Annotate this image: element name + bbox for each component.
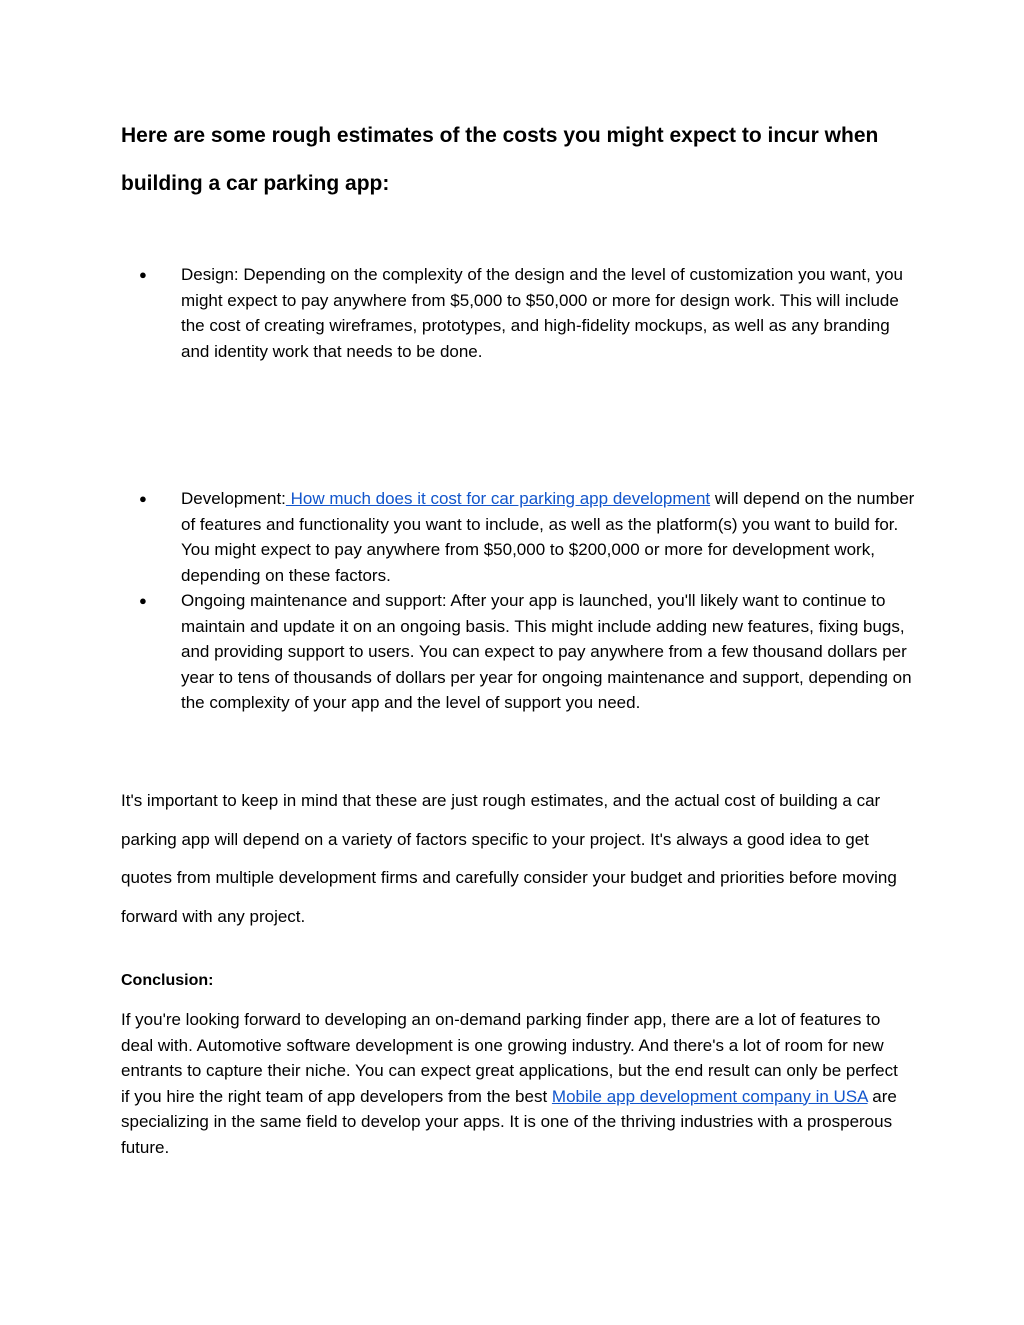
conclusion-paragraph — [121, 1007, 911, 1160]
car-parking-cost-link[interactable]: How much does it cost for car parking app development — [285, 489, 711, 508]
conclusion-text-after-link: are specializing in the same field to develop your apps. It is one of the thriving industries with a prosperous future. — [121, 1086, 897, 1157]
list-item-development — [121, 486, 921, 588]
cost-list-design — [121, 262, 921, 364]
list-item-maintenance — [121, 588, 921, 716]
important-paragraph: It's important to keep in mind that these are just rough estimates, and the actual cost of building a car parking app will depend on a variety of factors specific to your project. It's always a good idea to get quotes from multiple development firms and carefully consider your budget and priorities before moving forward with any project. — [121, 791, 897, 926]
maintenance-text: Ongoing maintenance and support: After your app is launched, you'll likely want to continue to maintain and update it on an ongoing basis. This might include adding new features, fixing bugs, and providing support to users. You can expect to pay anywhere from a few thousand dollars per year to tens of thousands of dollars per year for ongoing maintenance and support, depending on the complexity of your app and the level of support you need. — [181, 591, 912, 712]
mobile-app-company-link[interactable]: Mobile app development company in USA — [551, 1086, 868, 1106]
bullet-icon: ● — [139, 593, 147, 608]
page-heading: Here are some rough estimates of the costs you might expect to incur when building a car parking app: — [121, 124, 879, 195]
development-prefix: Development: — [181, 489, 286, 508]
bullet-icon: ● — [139, 267, 147, 282]
bullet-icon: ● — [139, 491, 147, 506]
development-suffix: will depend on the number of features and functionality you want to include, as well as the platform(s) you want to build for. You might expect to pay anywhere from $50,000 to $200,000 or more for development work, depending on these factors. — [181, 489, 915, 585]
conclusion-title: Conclusion: — [121, 972, 214, 989]
design-text: Design: Depending on the complexity of the design and the level of customization you want, you might expect to pay anywhere from $5,000 to $50,000 or more for design work. This will include the cost of creating wireframes, prototypes, and high-fidelity mockups, as well as any branding and identity work that needs to be done. — [181, 265, 903, 361]
cost-list-development — [121, 486, 921, 716]
conclusion-text-before-link: If you're looking forward to developing an on-demand parking finder app, there are a lot of features to deal with. Automotive software development is one growing industry. And there's a lot of room for new entrants to capture their niche. You can expect great applications, but the end result can only be perfect if you hire the right team of app developers from the best — [121, 1010, 898, 1106]
list-item-design — [121, 262, 921, 364]
